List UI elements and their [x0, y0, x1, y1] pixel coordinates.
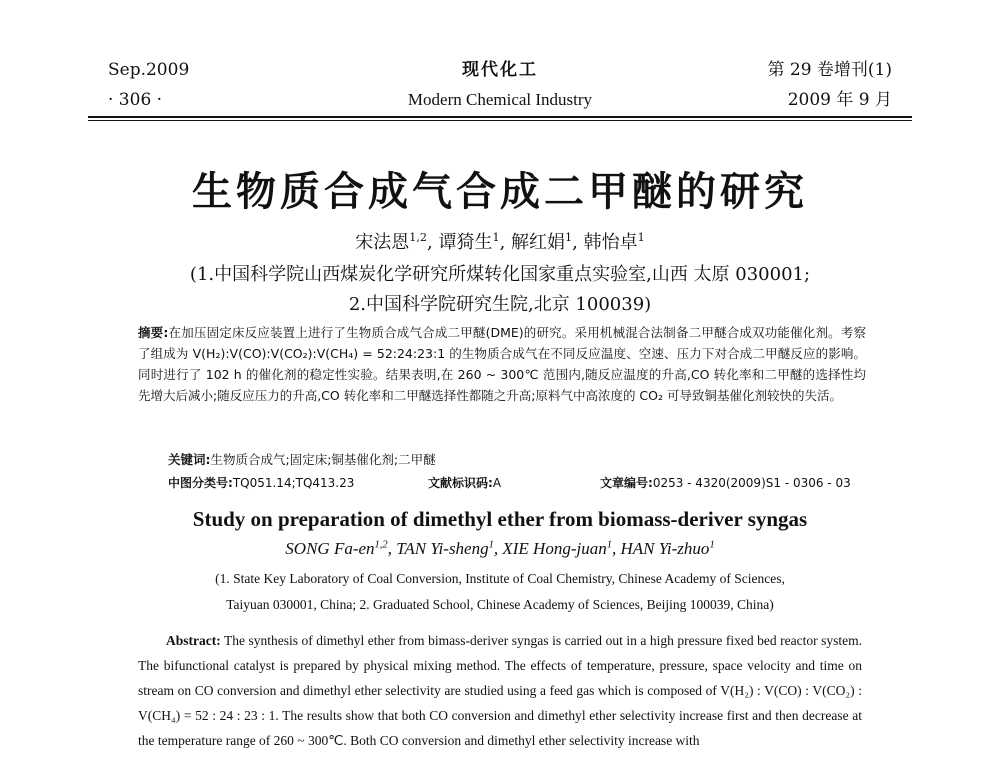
affiliation-en-2: Taiyuan 030001, China; 2. Graduated School, Chinese Academy of Sciences, Beijing 100039, China): [226, 597, 774, 612]
article-number-label: 文章编号:: [600, 476, 653, 490]
article-number: [600, 474, 851, 491]
document-code-label: 文献标识码:: [428, 476, 493, 490]
author-cn-sep: ,: [499, 232, 506, 253]
article-number-value: 0253 - 4320(2009)S1 - 0306 - 03: [652, 476, 851, 490]
author-en-name: SONG Fa-en: [285, 539, 375, 558]
header-page-number: · 306 ·: [108, 90, 163, 110]
abstract-cn: [138, 322, 866, 406]
author-en-affil: 1,2: [374, 539, 388, 551]
author-cn-affil: 1,2: [409, 231, 427, 244]
abstract-en-label: Abstract:: [166, 633, 221, 648]
author-en-sep: ,: [387, 539, 392, 558]
clc-number: [168, 474, 354, 491]
author-cn-affil: 1: [492, 231, 500, 244]
clc-value: TQ051.14;TQ413.23: [232, 476, 355, 490]
keywords-cn-label: 关键词:: [168, 452, 211, 467]
header-journal-en: Modern Chemical Industry: [407, 90, 593, 109]
header-volume: 第 29 卷增刊(1): [767, 60, 892, 80]
header-rule-thin: [88, 120, 912, 121]
title-en: Study on preparation of dimethyl ether from biomass-deriver syngas: [192, 507, 808, 531]
author-en-name: XIE Hong-juan: [502, 539, 607, 558]
abstract-cn-label: 摘要:: [138, 325, 169, 340]
author-en-sep: ,: [493, 539, 499, 558]
author-cn-name: 韩怡卓: [583, 232, 638, 253]
abstract-cn-text: 在加压固定床反应装置上进行了生物质合成气合成二甲醚(DME)的研究。采用机械混合法制备二甲醚合成双功能催化剂。考察了组成为 V(H₂):V(CO):V(CO₂):V(CH₄) = 52:24:23:1 的生物质合成气在不同反应温度、空速、压力下对合成二甲醚反应的影响。同时进行了 102 h 的催化剂的稳定性实验。结果表明,在 260 ~ 300℃ 范围内,随反应温度的升高,CO 转化率和二甲醚的选择性均先增大后减小;随反应压力的升高,CO 转化率和二甲醚选择性都随之升高;原料气中高浓度的 CO₂ 可导致铜基催化剂较快的失活。: [138, 325, 866, 403]
title-cn: 生物质合成气合成二甲醚的研究: [192, 169, 808, 215]
author-en-affil: 1: [606, 539, 612, 551]
header-date: Sep.2009: [108, 60, 190, 80]
header-issue-date: 2009 年 9 月: [787, 90, 892, 110]
header-rule-thick: [88, 116, 912, 118]
author-en-name: HAN Yi-zhuo: [620, 539, 710, 558]
keywords-cn: [168, 450, 436, 468]
author-cn-name: 解红娟: [511, 232, 566, 253]
author-cn-sep: ,: [427, 232, 433, 253]
authors-en: [0, 539, 1000, 559]
author-cn-sep: ,: [572, 232, 578, 253]
author-cn-affil: 1: [565, 231, 573, 244]
author-cn-affil: 1: [637, 231, 645, 244]
author-en-affil: 1: [488, 539, 494, 551]
author-en-name: TAN Yi-sheng: [396, 539, 489, 558]
author-en-sep: ,: [611, 539, 617, 558]
authors-cn: [0, 228, 1000, 254]
author-en-affil: 1: [709, 539, 715, 551]
author-cn-name: 谭猗生: [438, 232, 493, 253]
author-cn-name: 宋法恩: [355, 232, 410, 253]
document-code: [428, 474, 501, 491]
clc-label: 中图分类号:: [168, 476, 233, 490]
abstract-en: [138, 628, 862, 753]
abstract-en-text: The synthesis of dimethyl ether from bimass-deriver syngas is carried out in a high pressure fixed bed reactor system. The bifunctional catalyst is prepared by physical mixing method. The effects of temperature, pressure, space velocity and time on stream on CO conversion and dimethyl ether selectivity are studied using a feed gas which is composed of V(H₂) : V(CO) : V(CO₂) : V(CH₄) = 52 : 24 : 23 : 1. The results show that both CO conversion and dimethyl ether selectivity increase first and then decrease at the temperature range of 260 ~ 300℃. Both CO conversion and dimethyl ether selectivity increase with: [138, 633, 862, 748]
affiliation-cn-1: (1.中国科学院山西煤炭化学研究所煤转化国家重点实验室,山西 太原 030001;: [189, 264, 811, 285]
affiliation-en-1: (1. State Key Laboratory of Coal Conversion, Institute of Coal Chemistry, Chinese Academy of Sciences,: [215, 571, 785, 586]
affiliation-cn-2: 2.中国科学院研究生院,北京 100039): [348, 294, 652, 315]
header-journal-cn: 现代化工: [462, 60, 538, 80]
keywords-cn-text: 生物质合成气;固定床;铜基催化剂;二甲醚: [210, 452, 436, 467]
document-code-value: A: [492, 476, 502, 490]
